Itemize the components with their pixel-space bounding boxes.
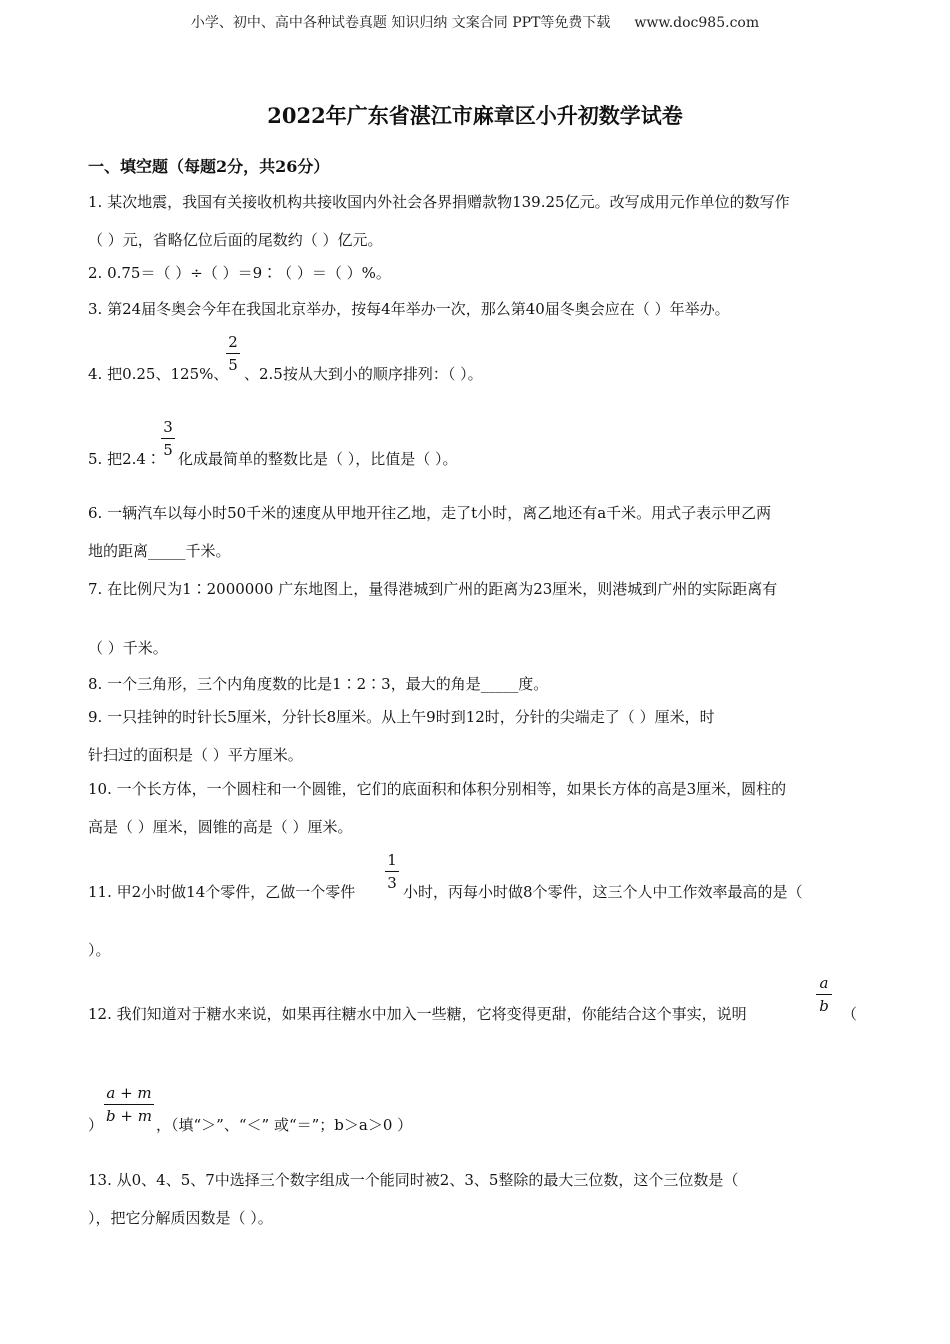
- question-10-line-1: 10. 一个长方体，一个圆柱和一个圆锥，它们的底面积和体积分别相等，如果长方体的高是3厘米，圆柱的: [88, 780, 787, 798]
- question-12-part-1: 12. 我们知道对于糖水来说，如果再往糖水中加入一些糖，它将变得更甜，你能结合这个事实，说明: [88, 1005, 747, 1023]
- fraction-numerator: 3: [163, 418, 173, 436]
- section-heading: 一、填空题（每题2分，共26分）: [88, 157, 330, 176]
- fraction-numerator: a: [819, 974, 829, 992]
- fraction-3-5: [161, 418, 175, 459]
- question-12-part-2: （: [842, 1005, 858, 1023]
- fraction-bar: [161, 438, 175, 439]
- page-title: 2022年广东省湛江市麻章区小升初数学试卷: [267, 103, 683, 128]
- question-7-line-2: （ ）千米。: [88, 639, 168, 657]
- question-13-line-1: 13. 从0、4、5、7中选择三个数字组成一个能同时被2、3、5整除的最大三位数，这个三位数是（: [88, 1171, 739, 1189]
- question-1-line-1: 1. 某次地震，我国有关接收机构共接收国内外社会各界捐赠款物139.25亿元。改写成用元作单位的数写作: [88, 193, 790, 211]
- question-6-line-2: 地的距离_____千米。: [88, 542, 231, 560]
- question-1-line-2: （ ）元，省略亿位后面的尾数约（ ）亿元。: [88, 231, 383, 249]
- fraction-denominator: 3: [387, 874, 397, 892]
- page-header: [0, 12, 950, 32]
- question-11-part-3: ）。: [88, 941, 111, 959]
- question-8: 8. 一个三角形，三个内角度数的比是1∶2∶3，最大的角是_____度。: [88, 675, 549, 693]
- question-13-line-2: ），把它分解质因数是（ ）。: [88, 1209, 273, 1227]
- fraction-numerator: 1: [387, 851, 397, 869]
- question-5-part-2: 化成最简单的整数比是（ ），比值是（ ）。: [178, 450, 458, 468]
- fraction-1-3: [385, 851, 399, 892]
- question-4-part-2: 、2.5按从大到小的顺序排列：（ ）。: [244, 365, 483, 383]
- fraction-numerator: 2: [228, 333, 238, 351]
- question-7-line-1: 7. 在比例尺为1∶2000000 广东地图上，量得港城到广州的距离为23厘米，则港城到广州的实际距离有: [88, 580, 778, 598]
- fraction-denominator: b: [819, 997, 829, 1015]
- header-site-link[interactable]: www.doc985.com: [634, 15, 760, 31]
- question-5-part-1: 5. 把2.4∶: [88, 450, 161, 468]
- fraction-bar: [385, 871, 399, 872]
- question-2: 2. 0.75＝（ ）÷（ ）＝9∶（ ）＝（ ）%。: [88, 264, 391, 282]
- question-9-line-1: 9. 一只挂钟的时针长5厘米，分针长8厘米。从上午9时到12时，分针的尖端走了（ ）厘米，时: [88, 708, 715, 726]
- fraction-denominator: 5: [163, 441, 173, 459]
- fraction-denominator: 5: [228, 356, 238, 374]
- question-10-line-2: 高是（ ）厘米，圆锥的高是（ ）厘米。: [88, 818, 353, 836]
- fraction-a-b: [816, 974, 832, 1015]
- fraction-numerator: a + m: [106, 1084, 152, 1102]
- question-4-part-1: 4. 把0.25、125%、: [88, 365, 229, 383]
- question-6-line-1: 6. 一辆汽车以每小时50千米的速度从甲地开往乙地，走了t小时，离乙地还有a千米。用式子表示甲乙两: [88, 504, 772, 522]
- question-11-part-2: 小时，丙每小时做8个零件，这三个人中工作效率最高的是（: [403, 883, 803, 901]
- question-9-line-2: 针扫过的面积是（ ）平方厘米。: [88, 746, 303, 764]
- fraction-denominator: b + m: [106, 1107, 152, 1125]
- fraction-bar: [816, 994, 832, 995]
- fraction-bar: [104, 1104, 154, 1105]
- fraction-2-5: [226, 333, 240, 374]
- question-3: 3. 第24届冬奥会今年在我国北京举办，按每4年举办一次，那么第40届冬奥会应在（ ）年举办。: [88, 300, 730, 318]
- header-text: 小学、初中、高中各种试卷真题 知识归纳 文案合同 PPT等免费下载: [190, 15, 611, 31]
- fraction-a-plus-m-over-b-plus-m: [104, 1084, 154, 1125]
- question-11-part-1: 11. 甲2小时做14个零件，乙做一个零件: [88, 883, 356, 901]
- question-12-part-4: ，（填“＞”、“＜” 或“＝”；b＞a＞0 ）: [156, 1116, 413, 1134]
- fraction-bar: [226, 353, 240, 354]
- question-12-part-3: ）: [88, 1116, 104, 1134]
